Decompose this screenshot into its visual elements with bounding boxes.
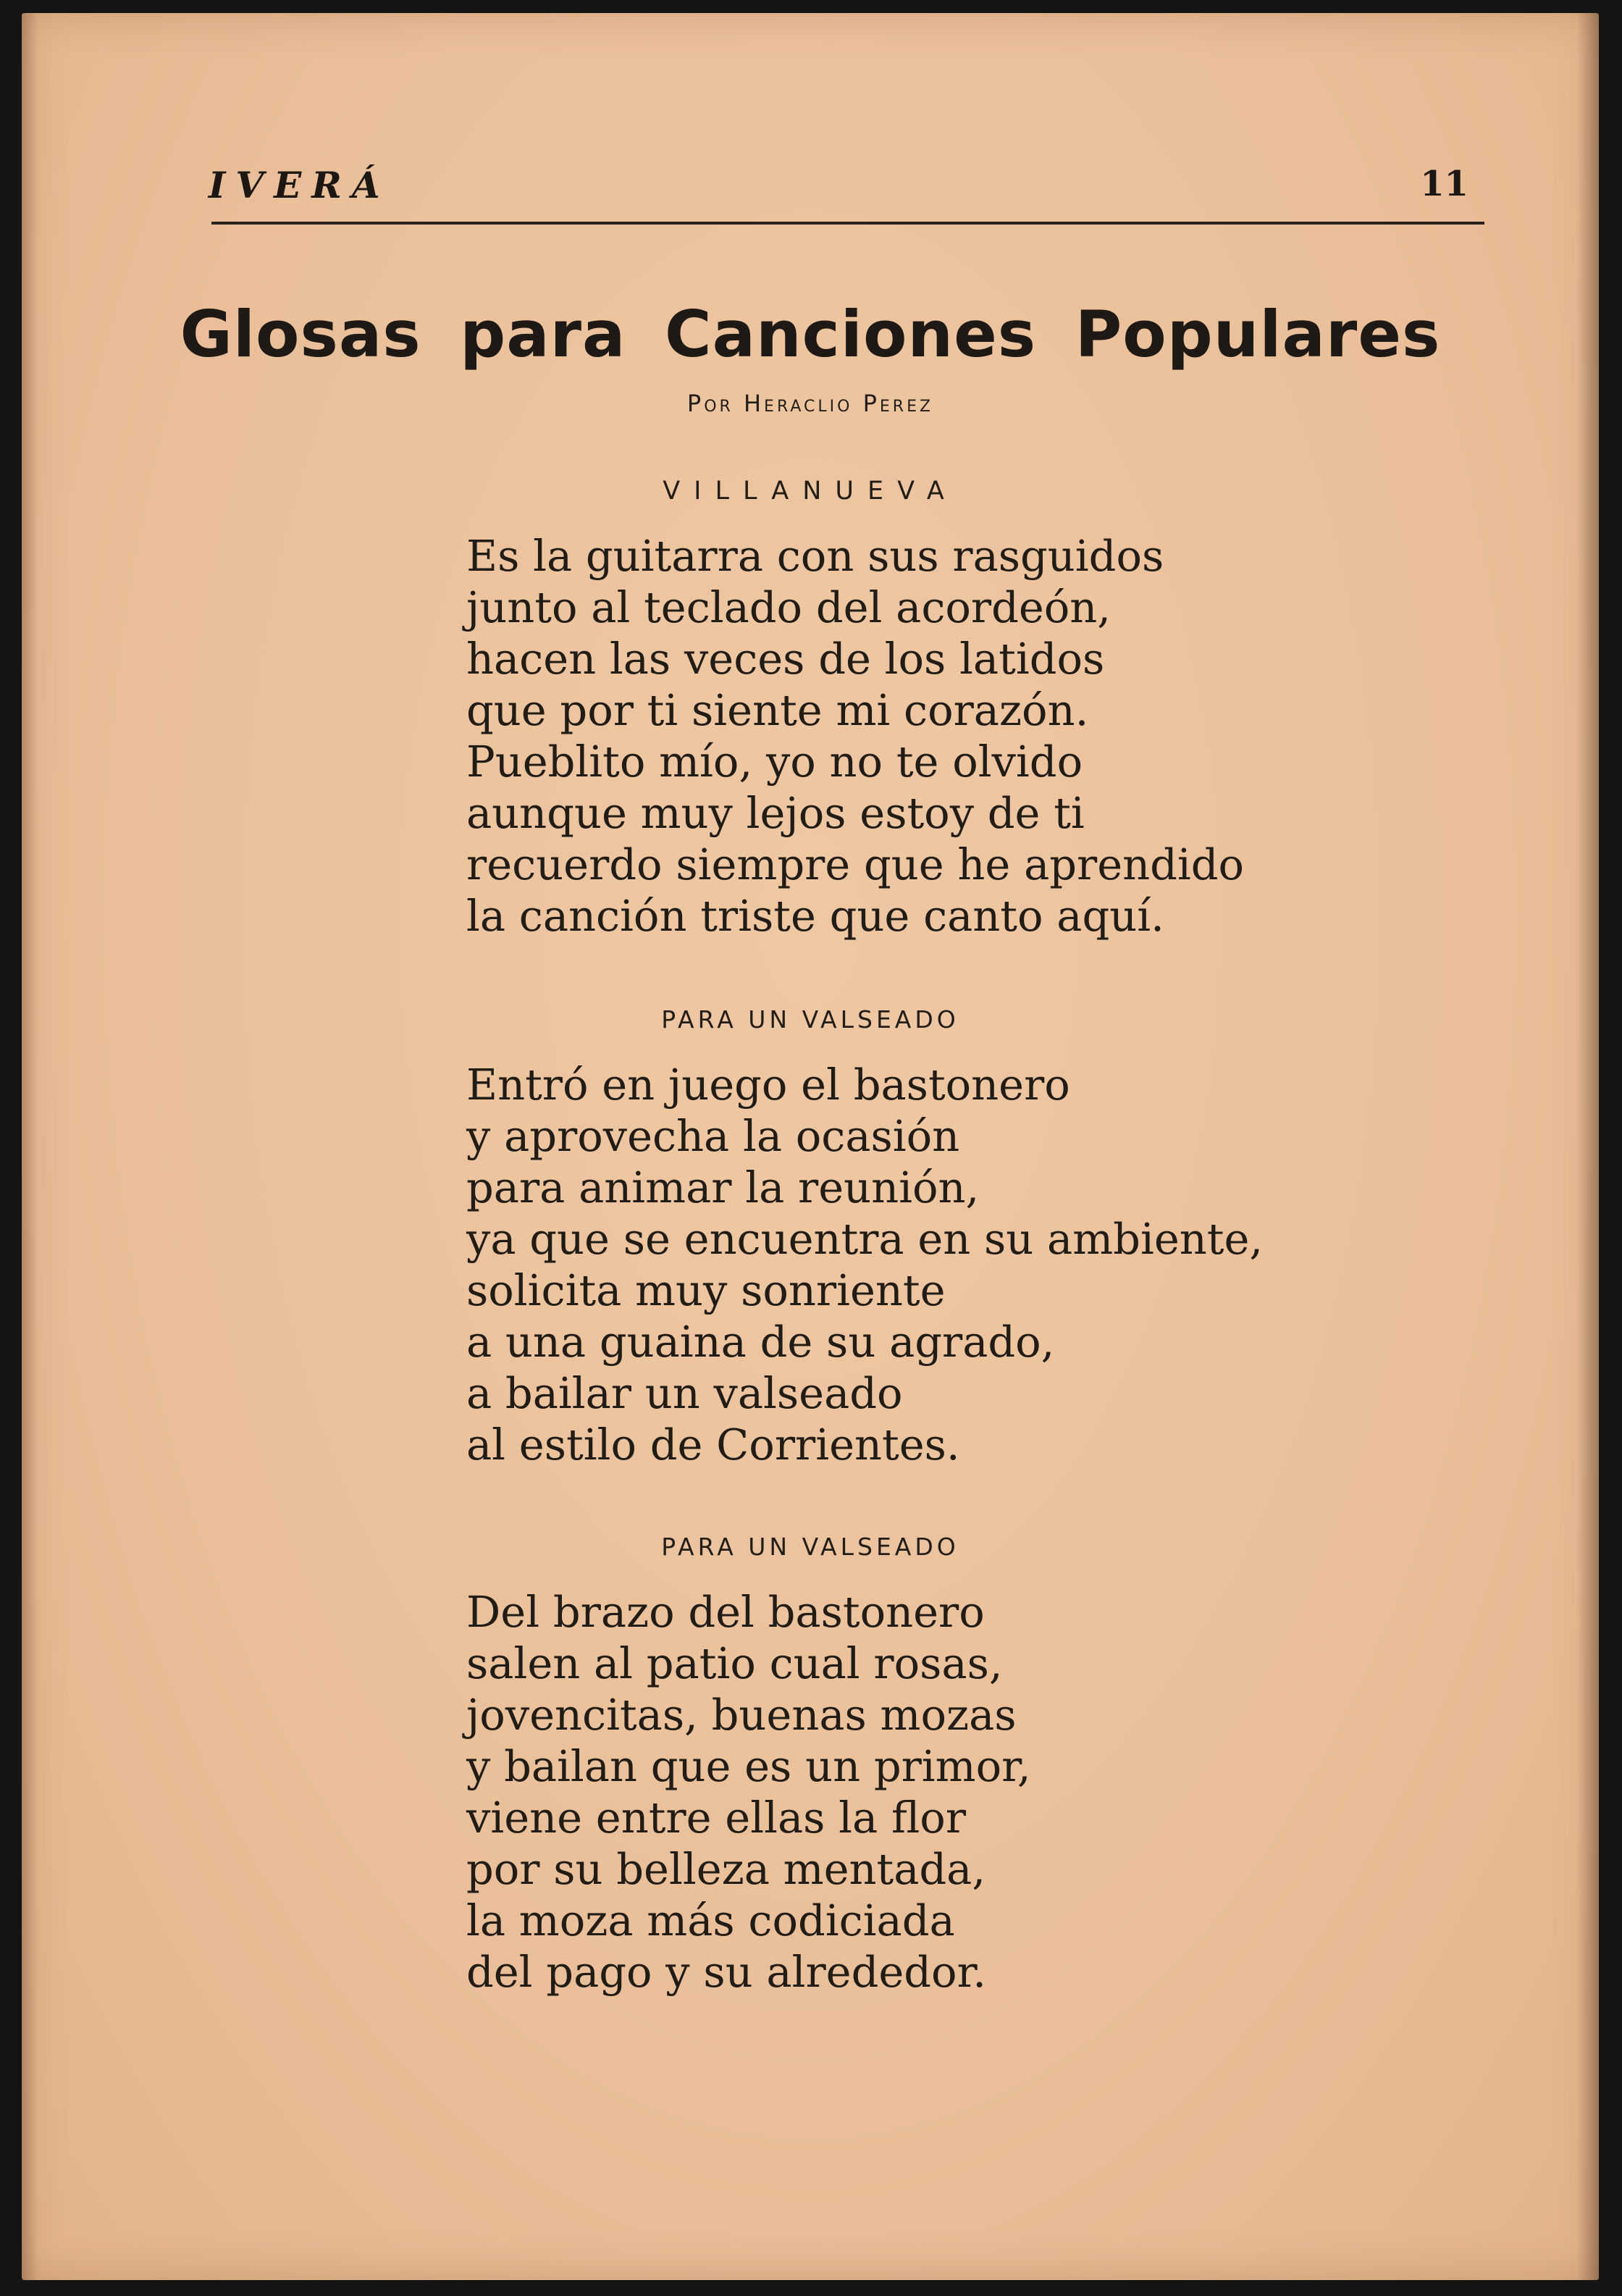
verse-line: para animar la reunión, [466, 1162, 980, 1212]
header-rule [211, 222, 1484, 225]
stanza-villanueva [466, 530, 1244, 942]
stanza-valseado-2 [466, 1586, 1031, 1998]
verse-line: a una guaina de su agrado, [466, 1317, 1055, 1367]
verse-line: y bailan que es un primor, [466, 1741, 1031, 1791]
verse-line: que por ti siente mi corazón. [466, 685, 1089, 735]
verse-line: y aprovecha la ocasión [466, 1111, 960, 1161]
verse-line: Del brazo del bastonero [466, 1587, 985, 1637]
verse-line: por su belleza mentada, [466, 1844, 986, 1894]
verse-line: junto al teclado del acordeón, [466, 582, 1112, 632]
verse-line: ya que se encuentra en su ambiente, [466, 1214, 1264, 1264]
verse-line: a bailar un valseado [466, 1368, 903, 1418]
verse-line: hacen las veces de los latidos [466, 634, 1105, 684]
magazine-page [22, 13, 1599, 2280]
stanza-valseado-1 [466, 1059, 1263, 1470]
verse-line: Es la guitarra con sus rasguidos [466, 531, 1164, 581]
verse-line: aunque muy lejos estoy de ti [466, 788, 1085, 838]
verse-line: solicita muy sonriente [466, 1265, 946, 1315]
verse-line: Pueblito mío, yo no te olvido [466, 737, 1083, 787]
verse-line: del pago y su alrededor. [466, 1947, 987, 1997]
section-heading-valseado-2: PARA UN VALSEADO [661, 1533, 959, 1561]
verse-line: Entró en juego el bastonero [466, 1060, 1070, 1110]
verse-line: salen al patio cual rosas, [466, 1638, 1003, 1688]
section-heading-valseado-1: PARA UN VALSEADO [661, 1005, 959, 1034]
verse-line: jovencitas, buenas mozas [466, 1690, 1017, 1740]
page-number: 11 [1420, 164, 1468, 204]
verse-line: al estilo de Corrientes. [466, 1420, 960, 1470]
article-byline: Por Heraclio Perez [686, 390, 934, 417]
verse-line: la moza más codiciada [466, 1895, 955, 1945]
verse-line: recuerdo siempre que he aprendido [466, 839, 1245, 889]
magazine-name: IVERÁ [209, 164, 390, 206]
verse-line: viene entre ellas la flor [466, 1793, 967, 1843]
article-title: Glosas para Canciones Populares [180, 297, 1441, 372]
section-heading-villanueva: VILLANUEVA [663, 477, 958, 506]
verse-line: la canción triste que canto aquí. [466, 891, 1164, 941]
